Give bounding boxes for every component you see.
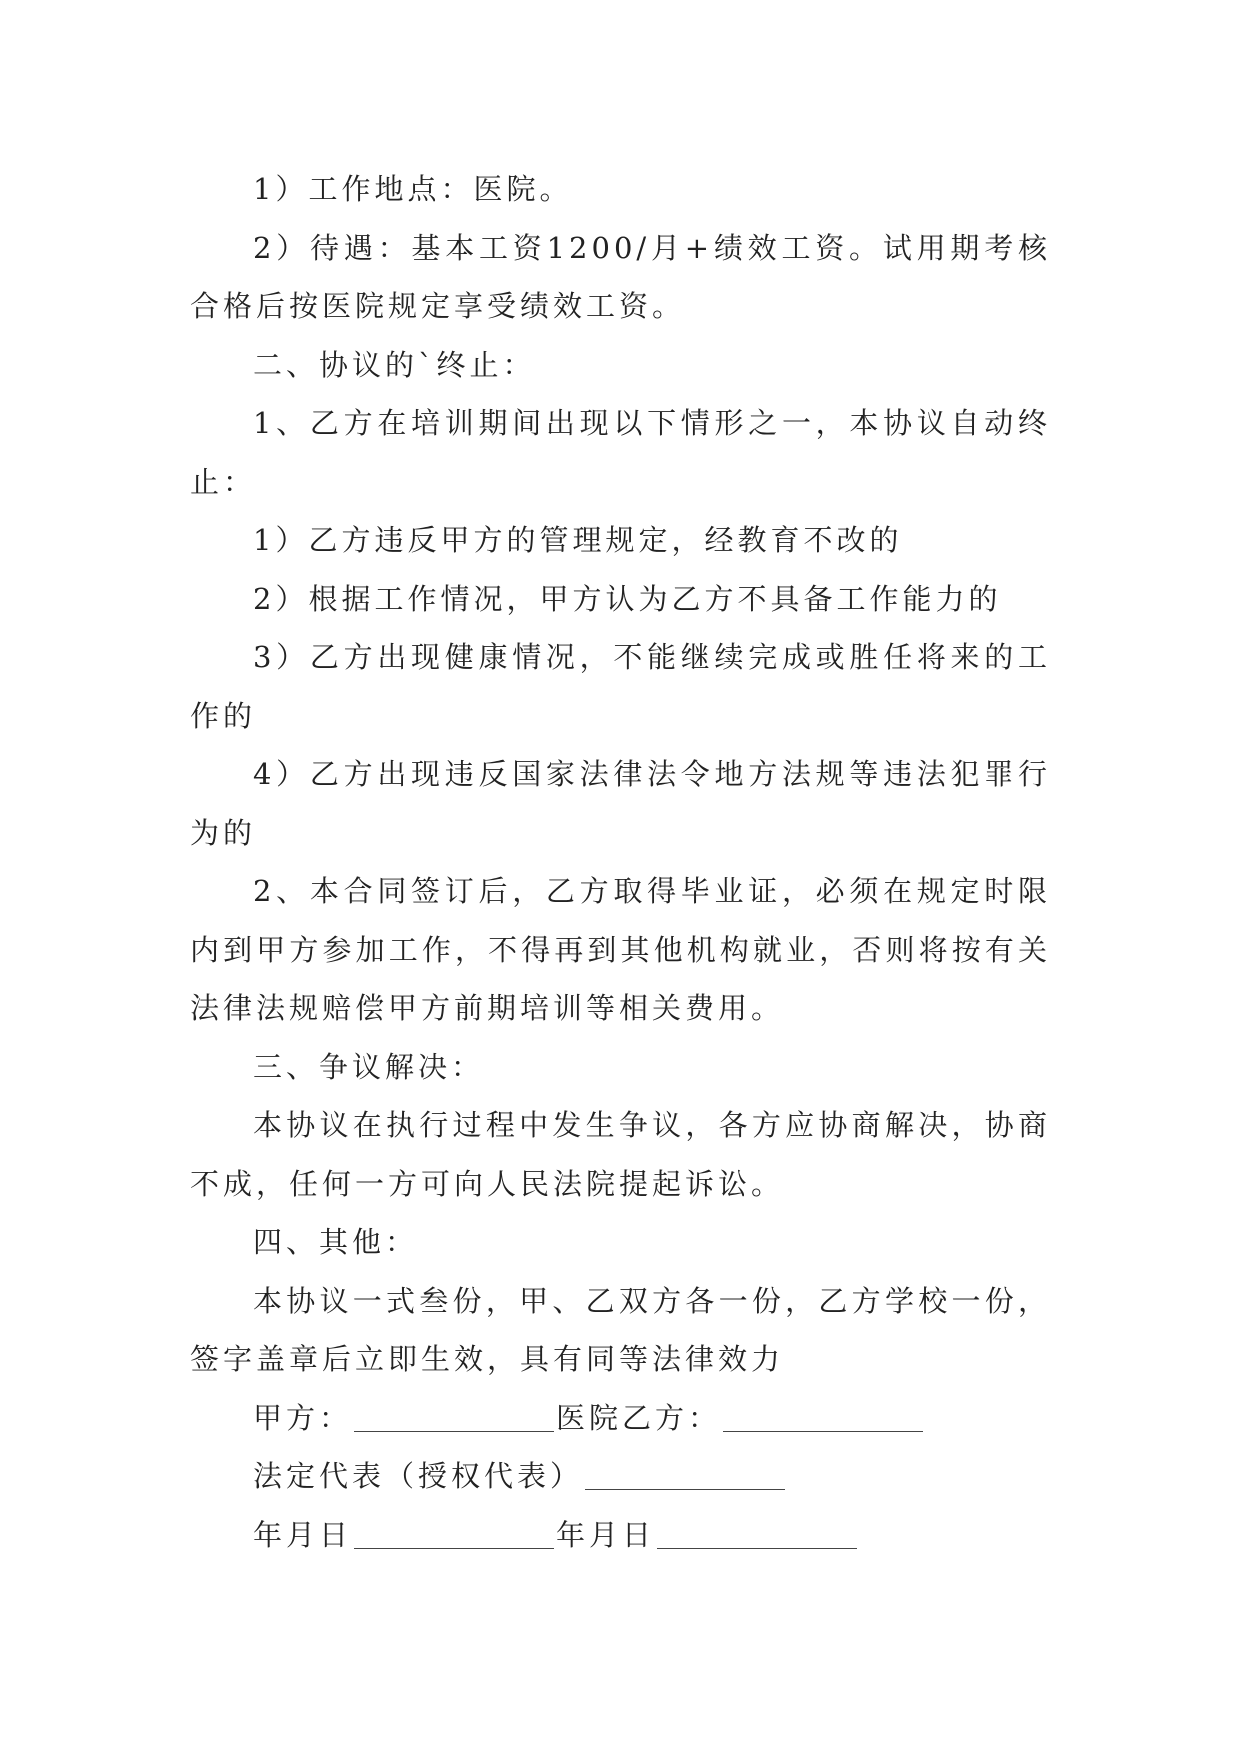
date-a-blank[interactable] xyxy=(354,1519,554,1549)
date-label-b: 年月日 xyxy=(556,1517,656,1552)
party-a-label: 甲方： xyxy=(253,1400,353,1435)
paragraph-condition-4: 4）乙方出现违反国家法律法令地方法规等违法犯罪行为的 xyxy=(190,757,1051,850)
paragraph-work-location: 1）工作地点：医院。 xyxy=(253,172,573,206)
signature-line-legal-rep xyxy=(190,1447,1051,1506)
legal-rep-label: 法定代表（授权代表） xyxy=(253,1459,584,1493)
paragraph-condition-1: 1）乙方违反甲方的管理规定，经教育不改的 xyxy=(253,523,903,557)
paragraph-salary: 2）待遇：基本工资1200/月+绩效工资。试用期考核合格后按医院规定享受绩效工资。 xyxy=(190,230,1051,323)
party-a-blank[interactable] xyxy=(354,1402,554,1432)
section-heading-other: 四、其他： xyxy=(253,1225,419,1259)
paragraph-dispute-resolution: 本协议在执行过程中发生争议，各方应协商解决，协商不成，任何一方可向人民法院提起诉讼。 xyxy=(190,1108,1051,1201)
party-b-blank[interactable] xyxy=(723,1402,923,1432)
section-heading-termination: 二、协议的`终止： xyxy=(253,347,536,382)
paragraph-condition-2: 2）根据工作情况，甲方认为乙方不具备工作能力的 xyxy=(253,581,1002,616)
paragraph-employment-obligation: 2、本合同签订后，乙方取得毕业证，必须在规定时限内到甲方参加工作，不得再到其他机构就业，否则将按有关法律法规赔偿甲方前期培训等相关费用。 xyxy=(190,874,1051,1025)
date-b-blank[interactable] xyxy=(657,1519,857,1549)
section-heading-dispute: 三、争议解决： xyxy=(253,1049,485,1084)
legal-rep-blank[interactable] xyxy=(585,1460,785,1490)
paragraph-copies-effect: 本协议一式叁份，甲、乙双方各一份，乙方学校一份，签字盖章后立即生效，具有同等法律效力 xyxy=(190,1283,1051,1376)
signature-line-parties xyxy=(190,1389,1051,1448)
hospital-party-b-label: 医院乙方： xyxy=(556,1400,722,1435)
date-label-a: 年月日 xyxy=(253,1517,353,1552)
paragraph-termination-conditions: 1、乙方在培训期间出现以下情形之一，本协议自动终止： xyxy=(190,406,1051,499)
paragraph-condition-3: 3）乙方出现健康情况，不能继续完成或胜任将来的工作的 xyxy=(190,640,1051,733)
signature-line-dates xyxy=(190,1506,1051,1565)
